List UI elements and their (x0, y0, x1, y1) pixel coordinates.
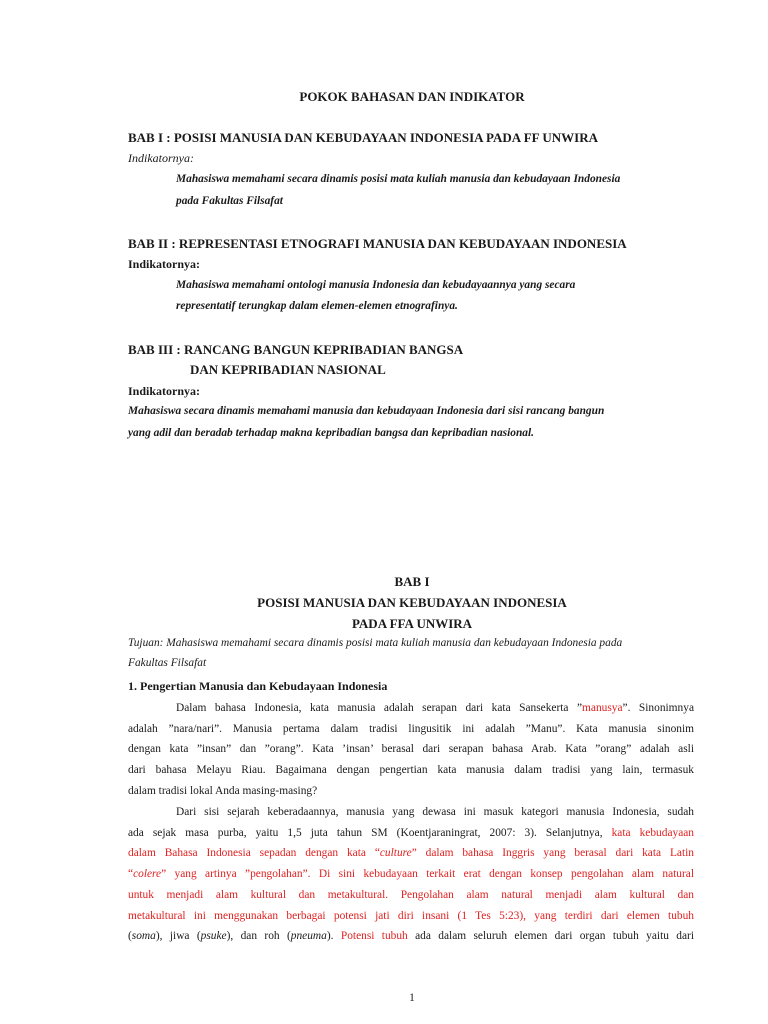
highlight-term: colere (133, 868, 162, 881)
paragraph-line (128, 843, 694, 864)
bab3-heading: DAN KEPRIBADIAN NASIONAL (190, 362, 386, 377)
paragraph-1 (128, 698, 694, 802)
highlight-text: untuk menjadi alam kultural dan metakultural. (128, 888, 389, 901)
paragraph-line (128, 823, 694, 844)
bab2-indikator-label: Indikatornya: (128, 257, 201, 271)
text-run: ). (326, 930, 341, 943)
text-run: ada dalam seluruh elemen dari organ tubuh yaitu dari (407, 930, 695, 943)
chapter-title: POSISI MANUSIA DAN KEBUDAYAAN INDONESIA (257, 595, 567, 610)
bab3-heading: BAB III : RANCANG BANGUN KEPRIBADIAN BANGSA (128, 342, 464, 357)
paragraph-line: dengan kata ”insan” dan ”orang”. Kata ’insan’ berasal dari serapan bahasa Arab. Kata ”orang” adalah asli (128, 743, 694, 756)
highlight-text: yang terdiri dari elemen tubuh (525, 909, 694, 922)
section-heading: 1. Pengertian Manusia dan Kebudayaan Indonesia (128, 679, 388, 693)
chapter-title: PADA FFA UNWIRA (351, 616, 473, 631)
highlight-text: Pengolahan alam natural menjadi alam kultural dan (388, 888, 694, 901)
highlight-term: Potensi tubuh (340, 930, 408, 943)
highlight-text: metakultural ini menggunakan berbagai potensi jati diri insani (1 Tes 5:23), (128, 909, 526, 922)
bab2-indikator-text: representatif terungkap dalam elemen-elemen etnografinya. (176, 300, 458, 312)
highlight-text: kata kebudayaan (611, 826, 695, 839)
bab1-indikator-label: Indikatornya: (128, 151, 194, 165)
highlight-text: dalam Bahasa Indonesia sepadan dengan kata “ (128, 847, 380, 860)
term-soma: soma (131, 930, 156, 943)
text-run: Dalam bahasa Indonesia, kata manusia adalah serapan dari kata Sansekerta ” (176, 702, 583, 714)
bab1-indikator-text: Mahasiswa memahami secara dinamis posisi mata kuliah manusia dan kebudayaan Indonesia (176, 173, 621, 185)
paragraph-line (128, 926, 694, 947)
text-run: ), jiwa ( (155, 930, 201, 943)
bab2-indikator-text: Mahasiswa memahami ontologi manusia Indonesia dan kebudayaannya yang secara (176, 279, 576, 291)
highlight-text: . Di sini kebudayaan terkait erat dengan konsep pengolahan alam natural (307, 868, 694, 881)
text-run: ), dan roh ( (226, 930, 291, 943)
highlight-term: manusya (582, 702, 623, 714)
term-psuke: psuke (200, 930, 227, 943)
highlight-text: “ (128, 868, 134, 881)
bab1-heading: BAB I : POSISI MANUSIA DAN KEBUDAYAAN INDONESIA PADA FF UNWIRA (128, 130, 598, 145)
paragraph-line (128, 864, 694, 885)
paragraph-line: dari bahasa Melayu Riau. Bagaimana dengan pengertian kata manusia dalam tradisi yang lain, termasuk (128, 764, 694, 777)
paragraph-line: Dari sisi sejarah keberadaannya, manusia yang dewasa ini masuk kategori manusia Indonesia, sudah (176, 806, 694, 818)
bab2-heading: BAB II : REPRESENTASI ETNOGRAFI MANUSIA DAN KEBUDAYAAN INDONESIA (128, 236, 627, 251)
text-run: ”. Sinonimnya (622, 702, 694, 714)
paragraph-2 (128, 802, 694, 947)
highlight-term: culture (379, 847, 412, 860)
paragraph-line (128, 698, 694, 719)
main-title: POKOK BAHASAN DAN INDIKATOR (299, 89, 525, 104)
paragraph-line: dalam tradisi lokal Anda masing-masing? (128, 784, 318, 797)
text-run: ( (128, 930, 132, 943)
highlight-text: ” dalam bahasa Inggris yang berasal dari kata Latin (411, 847, 694, 860)
highlight-text: ” yang artinya ”pengolahan” (161, 868, 308, 881)
tujuan-text: Fakultas Filsafat (128, 657, 207, 669)
text-run: ada sejak masa purba, yaitu 1,5 juta tahun SM (Koentjaraningrat, 2007: 3). Selanjutnya, (128, 826, 612, 839)
paragraph-line (128, 906, 694, 927)
paragraph-line (128, 885, 694, 906)
bab1-indikator-text: pada Fakultas Filsafat (176, 195, 283, 207)
tujuan-text: Tujuan: Mahasiswa memahami secara dinamis posisi mata kuliah manusia dan kebudayaan Indonesia pada (128, 637, 623, 649)
bab3-indikator-text: Mahasiswa secara dinamis memahami manusia dan kebudayaan Indonesia dari sisi rancang bangun (128, 405, 605, 417)
chapter-label: BAB I (394, 574, 430, 589)
paragraph-line: adalah ”nara/nari”. Manusia pertama dalam tradisi lingusitik ini adalah ”Manu”. Kata manusia sinonim (128, 722, 694, 735)
bab3-indikator-text: yang adil dan beradab terhadap makna kepribadian bangsa dan kepribadian nasional. (128, 427, 535, 439)
page-number: 1 (409, 992, 415, 1004)
bab3-indikator-label: Indikatornya: (128, 384, 201, 398)
term-pneuma: pneuma (290, 930, 327, 943)
